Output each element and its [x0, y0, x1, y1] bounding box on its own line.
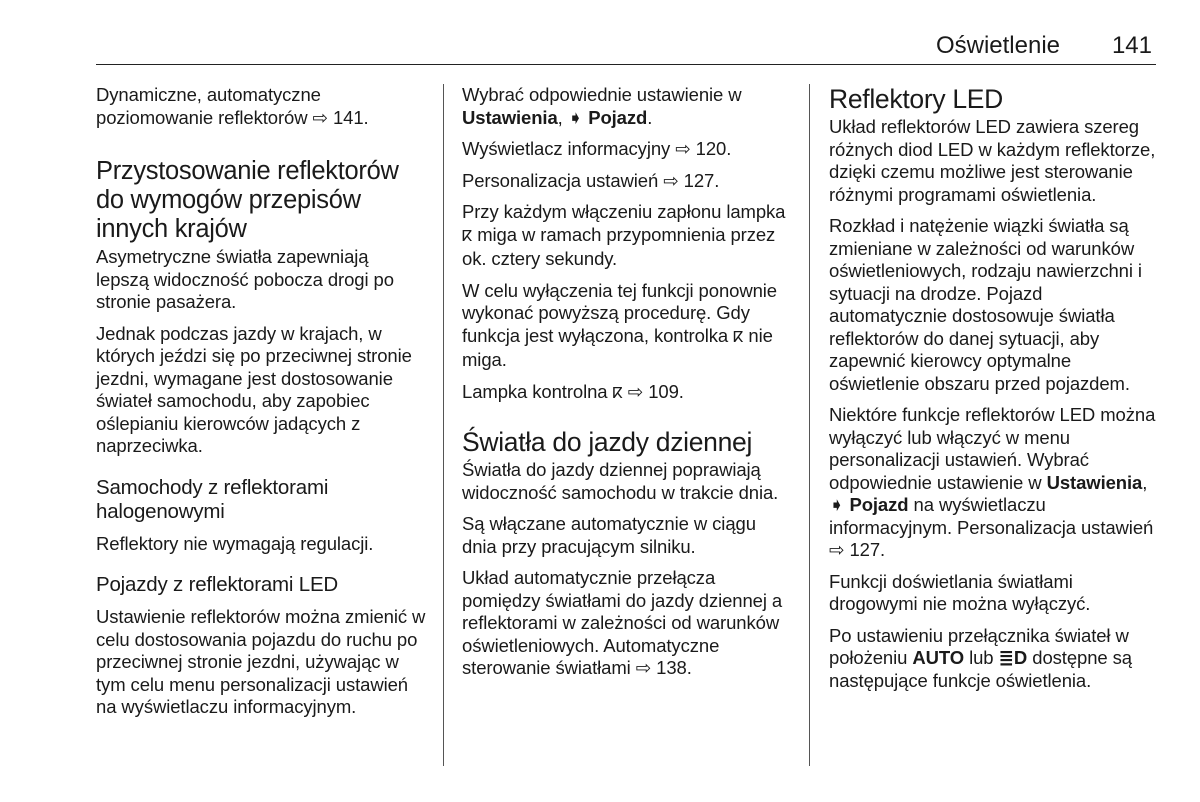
paragraph: Jednak podczas jazdy w krajach, w których jeździ się po przeciwnej stronie jezdni, wymagane jest dostosowanie świateł samochodu, aby zapobiec oślepianiu kierowców jadących z naprzeciwka. [96, 322, 412, 456]
paragraph: Ustawienie reflektorów można zmienić w celu dostosowania pojazdu do ruchu po przeciwnej stronie jezdni, używając w tym celu menu personalizacji ustawień na wyświetlaczu informacyjnym. [96, 606, 426, 717]
heading-daytime-running-lights: Światła do jazdy dziennej [462, 427, 753, 457]
control-lamp-icon: ⴽ [612, 384, 623, 402]
low-beam-icon: ≣D [998, 647, 1028, 668]
paragraph: Wybrać odpowiednie ustawienie w Ustawienia, ➧ Pojazd. [462, 84, 742, 128]
paragraph: Niektóre funkcje reflektorów LED można wyłączyć lub włączyć w menu personalizacji ustawień. Wybrać odpowiednie ustawienie w Ustawienia, ➧ Pojazd na wyświetlaczu informacyjnym. Personalizacja ustawień ⇨ 127. [829, 404, 1156, 560]
column-2 [462, 84, 792, 689]
text: dostępne są następujące funkcje oświetlenia. [829, 647, 1132, 691]
paragraph: Funkcji doświetlania światłami drogowymi nie można wyłączyć. [829, 570, 1091, 614]
text: nie miga. [462, 324, 773, 370]
control-lamp-icon: ⴽ [733, 328, 744, 346]
paragraph [829, 625, 1159, 693]
page-header [96, 30, 1156, 65]
heading-led-headlights: Reflektory LED [829, 84, 1004, 114]
arrow-icon: ➧ [829, 494, 845, 515]
paragraph: Układ automatycznie przełącza pomiędzy światłami do jazdy dziennej a reflektorami w zależności od warunków oświetleniowych. Automatyczne sterowanie światłami ⇨ 138. [462, 567, 783, 678]
paragraph: Reflektory nie wymagają regulacji. [96, 532, 374, 554]
text: lub [969, 647, 994, 668]
auto-label: AUTO [912, 647, 965, 668]
paragraph: Asymetryczne światła zapewniają lepszą widoczność pobocza drogi po stronie pasażera. [96, 246, 394, 312]
menu-settings: Ustawienia [462, 106, 558, 128]
section-title: Oświetlenie [935, 32, 1060, 59]
text: . [647, 106, 653, 128]
heading-halogen: Samochody z reflektorami halogenowymi [96, 475, 329, 523]
page-number: 141 [1111, 32, 1152, 59]
paragraph [462, 280, 792, 372]
text: na wyświetlaczu informacyjnym. Personalizacja ustawień ⇨ 127. [829, 494, 1154, 560]
text: Lampka kontrolna [462, 380, 608, 402]
control-lamp-icon: ⴽ [462, 227, 473, 245]
text: Wybrać odpowiednie ustawienie w [462, 84, 742, 105]
paragraph: Światła do jazdy dziennej poprawiają widoczność samochodu w trakcie dnia. [462, 459, 779, 503]
text: Przy każdym włączeniu zapłonu lampka [462, 201, 786, 222]
text: Niektóre funkcje reflektorów LED można wyłączyć lub włączyć w menu personalizacji ustawień. Wybrać odpowiednie ustawienie w [829, 404, 1156, 493]
column-divider [809, 84, 810, 766]
paragraph [462, 201, 792, 271]
column-divider [443, 84, 444, 766]
text: ⇨ 109. [627, 380, 684, 402]
menu-vehicle: Pojazd [849, 494, 909, 515]
text: miga w ramach przypomnienia przez ok. cztery sekundy. [462, 223, 776, 269]
paragraph: Układ reflektorów LED zawiera szereg różnych diod LED w każdym reflektorze, dzięki czemu możliwe jest sterowanie różnymi programami oświetlenia. [829, 116, 1156, 205]
paragraph: Wyświetlacz informacyjny ⇨ 120. [462, 138, 732, 159]
column-3 [829, 84, 1159, 701]
text: Po ustawieniu przełącznika świateł w położeniu [829, 624, 1129, 668]
heading-led-vehicles: Pojazdy z reflektorami LED [96, 573, 339, 596]
menu-vehicle: Pojazd [588, 106, 648, 128]
text: W celu wyłączenia tej funkcji ponownie wykonać powyższą procedurę. Gdy funkcja jest wyłączona, kontrolka [462, 279, 777, 346]
paragraph: Są włączane automatycznie w ciągu dnia przy pracującym silniku. [462, 513, 756, 557]
menu-settings: Ustawienia [1046, 471, 1143, 493]
column-1 [96, 84, 426, 728]
heading-adaptation: Przystosowanie reflektorów do wymogów przepisów innych krajów [96, 157, 399, 243]
paragraph: Dynamiczne, automatyczne poziomowanie reflektorów ⇨ 141. [96, 84, 369, 128]
paragraph: Rozkład i natężenie wiązki światła są zmieniane w zależności od warunków oświetleniowych, rodzaju nawierzchni i sytuacji na drodze. Pojazd automatycznie dostosowuje światła reflektorów do danej sytuacji, aby zapewnić kierowcy optymalne oświetlenie obszaru przed pojazdem. [829, 215, 1142, 394]
paragraph [462, 381, 792, 406]
paragraph: Personalizacja ustawień ⇨ 127. [462, 169, 720, 191]
arrow-icon: ➧ [567, 106, 584, 128]
